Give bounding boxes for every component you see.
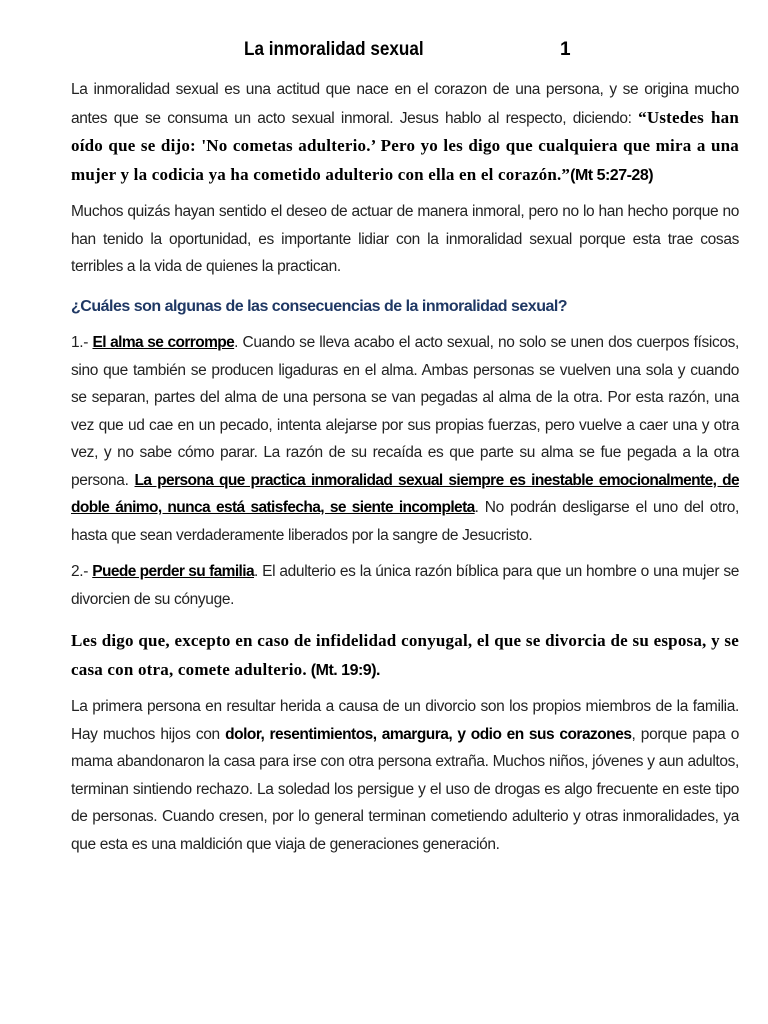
quote-reference: (Mt. 19:9). (306, 661, 380, 679)
paragraph-intro (71, 76, 739, 189)
consequence-label: El alma se corrompe (92, 334, 235, 351)
paragraph-opportunity: Muchos quizás hayan sentido el deseo de actuar de manera inmoral, pero no lo han hecho porque no han tenido la oportunidad, es importante lidiar con la inmoralidad sexual porque esta trae cosas terribles a la vida de quienes la practican. (71, 203, 739, 275)
intro-text: La inmoralidad sexual es una actitud que nace en el corazon de una persona, y se origina mucho antes que se consuma un acto sexual inmoral. Jesus hablo al respecto, diciendo: (71, 81, 739, 127)
section-heading: ¿Cuáles son algunas de las consecuencias de la inmoralidad sexual? (71, 297, 568, 315)
page-title: La inmoralidad sexual (244, 39, 424, 60)
family-text-1: La primera persona en resultar herida a causa de un divorcio son los propios miembros de la familia. Hay muchos hijos con (71, 698, 739, 743)
family-text-2: , porque papa o mama abandonaron la casa para irse con otra persona extraña. Muchos niños, jóvenes y aun adultos, terminan sintiendo rechazo. La soledad los persigue y el uso de drogas es algo frecuente en este tipo de personas. Cuando cresen, por lo general terminan cometiendo adulterio y otras inmoralidades, ya que esta es una maldición que viaja de generaciones generación. (71, 725, 739, 853)
consequence-text: . El adulterio es la única razón bíblica para que un hombre o una mujer se divorcien de su cónyuge. (71, 563, 739, 608)
family-bold-text: dolor, resentimientos, amargura, y odio en sus corazones (225, 725, 632, 743)
paragraph-quote-matthew-19 (71, 627, 739, 684)
item-number: 2.- (71, 563, 93, 580)
quote-matthew-5: “Ustedes han oído que se dijo: 'No cometas adulterio.’ Pero yo les digo que cualquiera que mira a una mujer y la codicia ya ha cometido adulterio con ella en el corazón.” (71, 107, 739, 184)
quote-reference: (Mt 5:27-28) (570, 166, 654, 184)
quote-text: Les digo que, excepto en caso de infidelidad conyugal, el que se divorcia de su esposa, y se casa con otra, comete adulterio. (71, 631, 739, 679)
consequence-tail: . No podrán desligarse el uno del otro, hasta que sean verdaderamente liberados por la sangre de Jesucristo. (71, 499, 740, 544)
title-row (71, 36, 739, 66)
consequence-text: . Cuando se lleva acabo el acto sexual, no solo se unen dos cuerpos físicos, sino que también se producen ligaduras en el alma. Ambas personas se vuelven una sola y cuando se separan, partes del alma de una persona se van pegadas al alma de la otra. Por esta razón, una vez que ud cae en un pecado, intenta alejarse por sus propias fuerzas, pero vuelve a caer una y otra vez, y no sabe cómo parar. La razón de su recaída es que parte su alma se fue pegada a la otra persona. (71, 334, 740, 489)
paragraph-consequence-1 (71, 329, 739, 549)
item-number: 1.- (71, 334, 93, 351)
emphasis-text: La persona que practica inmoralidad sexual siempre es inestable emocionalmente, de doble ánimo, nunca está satisfecha, se siente incompleta (71, 471, 739, 516)
paragraph-consequence-2 (71, 558, 739, 613)
paragraph-family (71, 693, 739, 858)
consequence-label: Puede perder su familia (92, 563, 254, 580)
document-page (71, 36, 739, 867)
page-number: 1 (560, 39, 571, 60)
